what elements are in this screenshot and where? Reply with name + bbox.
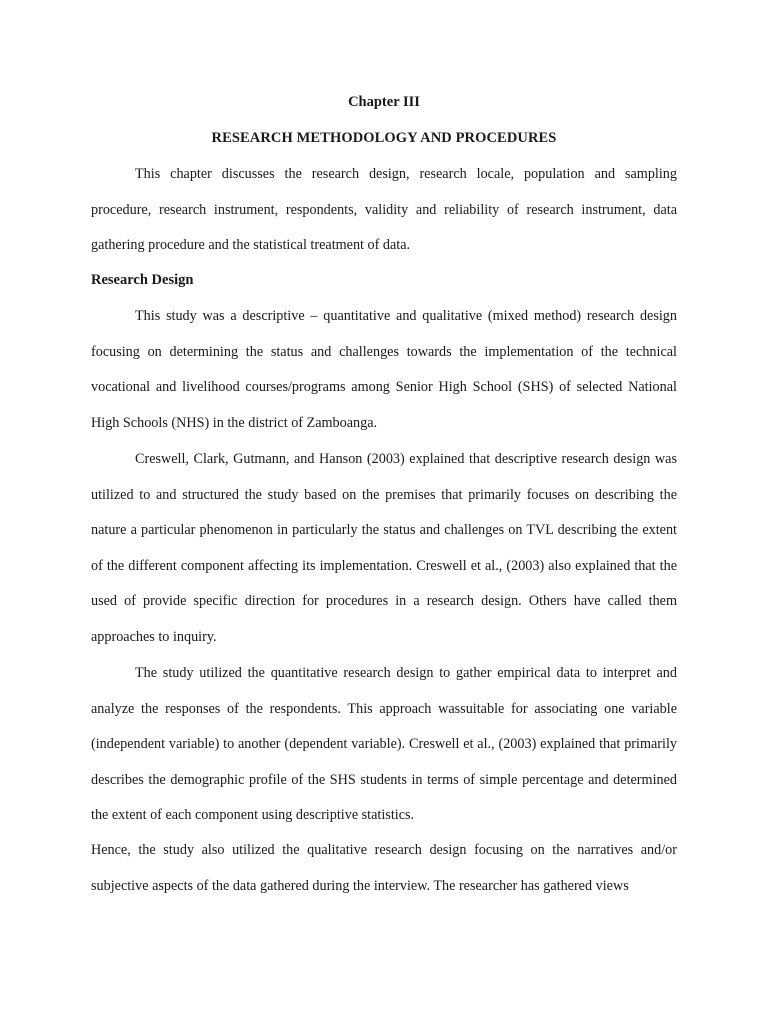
body-paragraph: Hence, the study also utilized the qualitative research design focusing on the narratives and/or subjective aspects of the data gathered during the interview. The researcher has gathered views <box>91 842 677 894</box>
body-paragraph: The study utilized the quantitative research design to gather empirical data to interpret and analyze the responses of the respondents. This approach wassuitable for associating one variable (independent variable) to another (dependent variable). Creswell et al., (2003) explained that primarily describes the demographic profile of the SHS students in terms of simple percentage and determined the extent of each component using descriptive statistics. <box>91 665 677 824</box>
section-title: RESEARCH METHODOLOGY AND PROCEDURES <box>211 130 557 146</box>
body-paragraph: Creswell, Clark, Gutmann, and Hanson (2003) explained that descriptive research design was utilized to and structured the study based on the premises that primarily focuses on describing the nature a particular phenomenon in particularly the status and challenges on TVL describing the extent of the different component affecting its implementation. Creswell et al., (2003) also explained that the used of provide specific direction for procedures in a research design. Others have called them approaches to inquiry. <box>91 451 677 645</box>
research-design-heading: Research Design <box>91 272 194 288</box>
chapter-title: Chapter III <box>348 94 420 110</box>
body-paragraph: This study was a descriptive – quantitative and qualitative (mixed method) research design focusing on determining the status and challenges towards the implementation of the technical vocational and livelihood courses/programs among Senior High School (SHS) of selected National High Schools (NHS) in the district of Zamboanga. <box>91 308 677 431</box>
intro-paragraph: This chapter discusses the research design, research locale, population and sampling procedure, research instrument, respondents, validity and reliability of research instrument, data gathering procedure and the statistical treatment of data. <box>91 166 677 254</box>
